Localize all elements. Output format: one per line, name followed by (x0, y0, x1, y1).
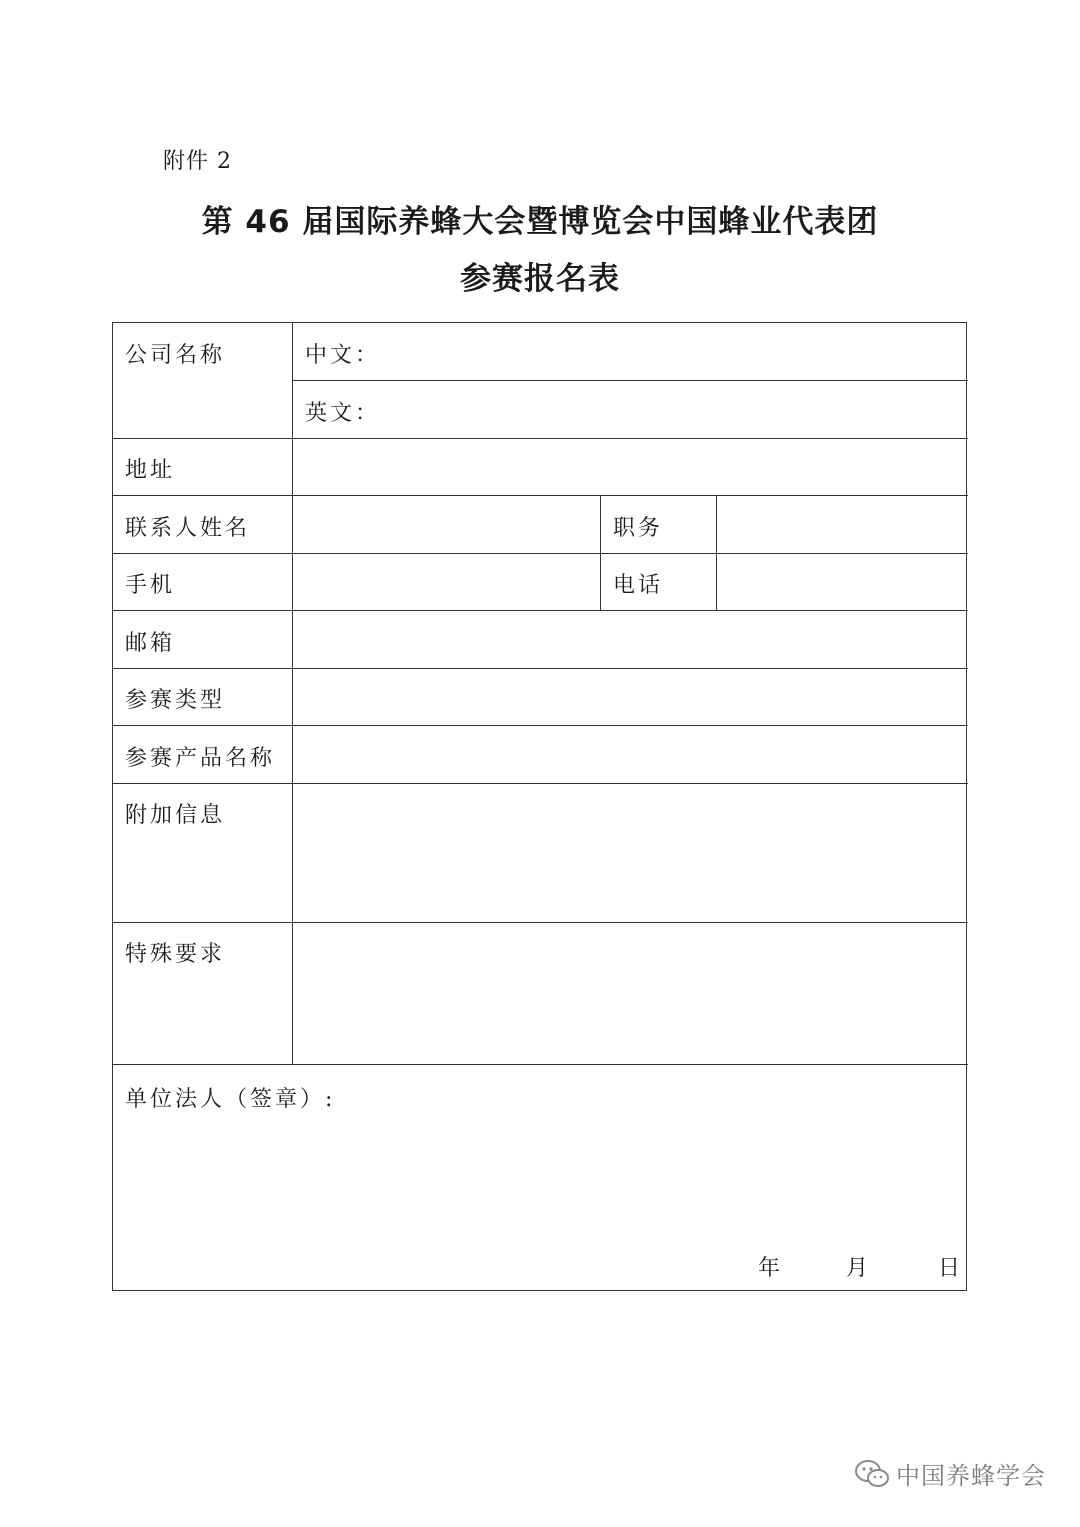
registration-form (112, 322, 967, 1291)
rule-after-entry-type (113, 725, 968, 726)
additional-info-textarea[interactable] (297, 789, 963, 917)
address-input[interactable] (297, 444, 963, 492)
additional-info-label: 附加信息 (125, 803, 226, 828)
wechat-icon (854, 1459, 890, 1489)
contact-name-label: 联系人姓名 (125, 516, 251, 541)
mobile-input[interactable] (297, 559, 596, 607)
rule-after-email (113, 668, 968, 669)
product-name-label: 参赛产品名称 (125, 746, 276, 771)
rule-mid-column-left (600, 495, 601, 610)
month-label: 月 (846, 1256, 872, 1281)
rule-after-special (113, 1064, 968, 1065)
email-label: 邮箱 (125, 631, 176, 656)
rule-after-address (113, 495, 968, 496)
rule-after-company (113, 438, 968, 439)
legal-rep-signature-label: 单位法人（签章）: (125, 1087, 336, 1112)
entry-type-label: 参赛类型 (125, 688, 226, 713)
rule-after-product (113, 783, 968, 784)
product-name-input[interactable] (297, 731, 963, 779)
entry-type-input[interactable] (297, 674, 963, 722)
position-label: 职务 (613, 516, 664, 541)
watermark (854, 1456, 1046, 1491)
special-requirements-textarea[interactable] (297, 928, 963, 1059)
day-label: 日 (938, 1256, 964, 1281)
rule-mid-column-right (716, 495, 717, 610)
contact-name-input[interactable] (297, 501, 596, 549)
chinese-name-label: 中文： (305, 343, 381, 368)
rule-label-column (292, 323, 293, 1064)
watermark-text: 中国养蜂学会 (896, 1462, 1046, 1490)
chinese-name-input[interactable] (378, 329, 963, 377)
phone-input[interactable] (721, 559, 963, 607)
address-label: 地址 (125, 458, 176, 483)
rule-after-additional (113, 922, 968, 923)
rule-after-mobile (113, 610, 968, 611)
email-input[interactable] (297, 616, 963, 664)
form-title-line2: 参赛报名表 (460, 261, 620, 297)
special-requirements-label: 特殊要求 (125, 942, 226, 967)
attachment-label: 附件 2 (163, 149, 232, 174)
mobile-label: 手机 (125, 573, 176, 598)
company-name-label: 公司名称 (125, 343, 226, 368)
rule-after-contact (113, 553, 968, 554)
english-name-input[interactable] (378, 386, 963, 434)
form-title-line1: 第 46 届国际养蜂大会暨博览会中国蜂业代表团 (201, 204, 879, 240)
phone-label: 电话 (613, 573, 664, 598)
position-input[interactable] (721, 501, 963, 549)
year-label: 年 (758, 1256, 784, 1281)
rule-company-split (293, 380, 968, 381)
english-name-label: 英文： (305, 401, 381, 426)
